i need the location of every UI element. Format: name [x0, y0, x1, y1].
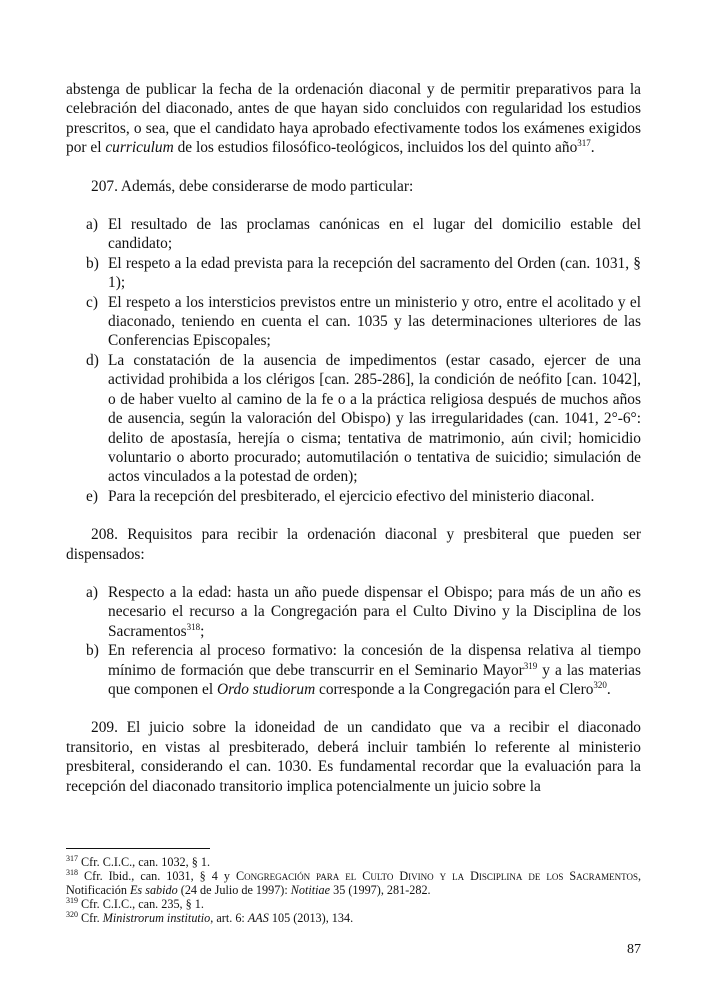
list-item-text: Respecto a la edad: hasta un año puede dispensar el Obispo; para más de un año es necesario el recurso a la Congregación para el Culto Divino y la Disciplina de los Sacramentos [108, 583, 641, 640]
list-item [86, 487, 641, 506]
list-item-text: Para la recepción del presbiterado, el ejercicio efectivo del ministerio diaconal. [108, 487, 595, 505]
footnote-ref[interactable]: 317 [577, 138, 591, 149]
paragraph-208: 208. Requisitos para recibir la ordenación diaconal y presbiteral que pueden ser dispensados: [66, 526, 641, 563]
list-label: b) [86, 642, 99, 660]
list-label: a) [86, 583, 98, 601]
list-item [86, 583, 641, 641]
page-number: 87 [627, 942, 641, 957]
list-item-text: corresponde a la Congregación para el Clero [315, 680, 594, 698]
footnote-text: Cfr. C.I.C., can. 1032, § 1. [81, 855, 211, 869]
footnote-320 [66, 911, 641, 925]
list-item-text: En referencia al proceso formativo: la concesión de la dispensa relativa al tiempo mínimo de formación que debe transcurrir en el Seminario Mayor [108, 642, 641, 679]
footnote-text: 35 (1997), 281-282. [330, 883, 431, 897]
footnote-number: 319 [66, 896, 78, 905]
list-item-text: El respeto a los intersticios previstos entre un ministerio y otro, entre el acolitado y el diaconado, teniendo en cuenta el can. 1035 y las determinaciones ulteriores de las Conferencias Episcopales; [108, 293, 641, 350]
footnote-317 [66, 855, 641, 869]
paragraph-text: abstenga de publicar la fecha de la ordenación diaconal y de permitir preparativos para la celebración del diaconado, antes de que hayan sido concluidos con regularidad los estudios prescritos, o sea, que el candidato haya aprobado efectivamente todos los exámenes exigidos por el [66, 81, 641, 157]
list-item-text: La constatación de la ausencia de impedimentos (estar casado, ejercer de una actividad prohibida a los clérigos [can. 285-286], la condición de neófito [can. 1042], o de haber vuelto al camino de la fe o a la práctica religiosa después de muchos años de ausencia, según la valoración del Obispo) y las irregularidades (can. 1041, 2°-6°: delito de apostasía, herejía o cisma; tentativa de matrimonio, aún civil; homicidio voluntario o aborto procurado; automutilación o tentativa de suicidio; simulación de actos vinculados a la potestad de orden); [108, 351, 641, 486]
footnote-ref[interactable]: 319 [523, 660, 538, 671]
footnote-text: (24 de Julio de 1997): [177, 883, 291, 897]
list-item [86, 641, 641, 699]
footnote-318 [66, 869, 641, 897]
paragraph-continuation [66, 80, 641, 158]
footnote-text: 105 (2013), 134. [268, 911, 354, 925]
list-item [86, 215, 641, 254]
paragraph-text: . [590, 139, 595, 157]
paragraph-text: de los estudios filosófico-teológicos, incluidos los del quinto año [173, 139, 578, 157]
footnote-text: Cfr. [81, 911, 103, 925]
footnote-text: Ministrorum institutio [102, 911, 211, 925]
italic-term: Ordo studiorum [216, 680, 316, 698]
list-207 [66, 215, 641, 506]
footnote-ref[interactable]: 320 [593, 679, 607, 690]
footnote-text: , Notificación [66, 869, 642, 897]
footnote-319 [66, 897, 641, 911]
footnote-text: Congregación para el Culto Divino y la Disciplina de los Sacramentos [235, 869, 638, 883]
italic-term: curriculum [105, 139, 174, 157]
list-item [86, 293, 641, 351]
list-label: a) [86, 216, 98, 234]
paragraph-209: 209. El juicio sobre la idoneidad de un candidato que va a recibir el diaconado transitorio, en vistas al presbiterado, deberá incluir también lo referente al ministerio presbiteral, considerando el can. 1030. Es fundamental recordar que la evaluación para la recepción del diaconado transitorio implica potencialmente un juicio sobre la [66, 719, 641, 795]
list-label: b) [86, 254, 99, 272]
list-208 [66, 583, 641, 699]
list-item-text: . [606, 680, 611, 698]
list-item [86, 351, 641, 487]
footnote-text: Cfr. Ibid., can. 1031, § 4 y [84, 869, 236, 883]
list-label: c) [86, 293, 98, 311]
paragraph-207: 207. Además, debe considerarse de modo particular: [91, 177, 414, 195]
footnotes [66, 848, 641, 925]
footnote-text: Es sabido [129, 883, 178, 897]
footnote-number: 317 [66, 854, 78, 863]
footnote-text: Notitiae [290, 883, 331, 897]
list-item-text: El resultado de las proclamas canónicas en el lugar del domicilio estable del candidato; [108, 216, 641, 253]
footnote-text: Cfr. C.I.C., can. 235, § 1. [81, 897, 204, 911]
page-body [66, 80, 641, 796]
footnote-ref[interactable]: 318 [186, 621, 201, 632]
footnote-number: 318 [66, 868, 78, 877]
footnote-text: , art. 6: [210, 911, 248, 925]
footnote-text: AAS [247, 911, 269, 925]
footnote-divider [66, 848, 210, 849]
list-label: d) [86, 351, 99, 369]
footnote-number: 320 [66, 910, 78, 919]
list-item [86, 254, 641, 293]
list-item-text: El respeto a la edad prevista para la recepción del sacramento del Orden (can. 1031, § 1); [108, 254, 641, 292]
list-label: e) [86, 487, 98, 505]
list-item-text: y a las materias que componen el [108, 661, 641, 698]
list-item-text: ; [200, 622, 205, 640]
